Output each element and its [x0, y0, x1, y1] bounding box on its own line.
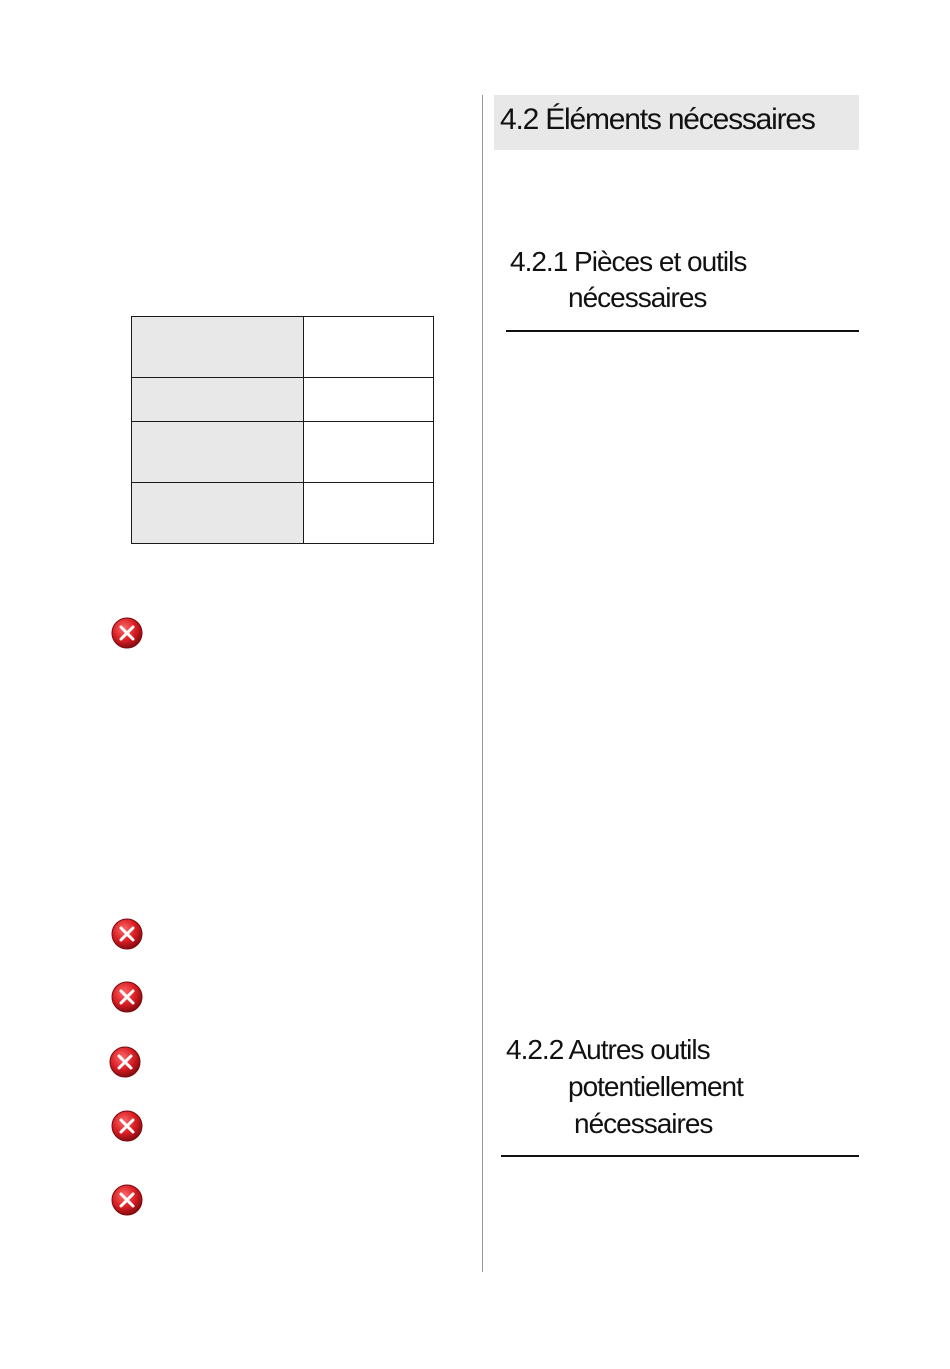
subsection-2-title-line3: nécessaires	[574, 1108, 713, 1139]
subsection-2-title-line2: potentiellement	[568, 1071, 743, 1102]
spec-table	[131, 316, 434, 544]
table-cell-label	[132, 483, 304, 544]
broken-image-x-icon	[110, 917, 144, 951]
table-cell-label	[132, 422, 304, 483]
table-row	[132, 483, 434, 544]
subsection-2-title-line1: 4.2.2 Autres outils	[506, 1034, 710, 1065]
subsection-1-rule	[506, 330, 859, 332]
column-divider	[482, 95, 483, 1272]
subsection-1-title-line1: 4.2.1 Pièces et outils	[510, 246, 747, 277]
table-cell-label	[132, 317, 304, 378]
broken-image-x-icon	[110, 1109, 144, 1143]
table-row	[132, 317, 434, 378]
broken-image-x-icon	[110, 1183, 144, 1217]
table-cell-value	[304, 317, 434, 378]
table-cell-label	[132, 378, 304, 422]
table-row	[132, 378, 434, 422]
subsection-2-rule	[501, 1155, 859, 1157]
table-cell-value	[304, 483, 434, 544]
section-title: 4.2 Éléments nécessaires	[500, 103, 815, 136]
section-header	[494, 95, 859, 150]
broken-image-x-icon	[110, 980, 144, 1014]
table-row	[132, 422, 434, 483]
subsection-1-title-line2: nécessaires	[568, 282, 707, 313]
broken-image-x-icon	[110, 616, 144, 650]
table-cell-value	[304, 422, 434, 483]
table-cell-value	[304, 378, 434, 422]
broken-image-x-icon	[108, 1045, 142, 1079]
